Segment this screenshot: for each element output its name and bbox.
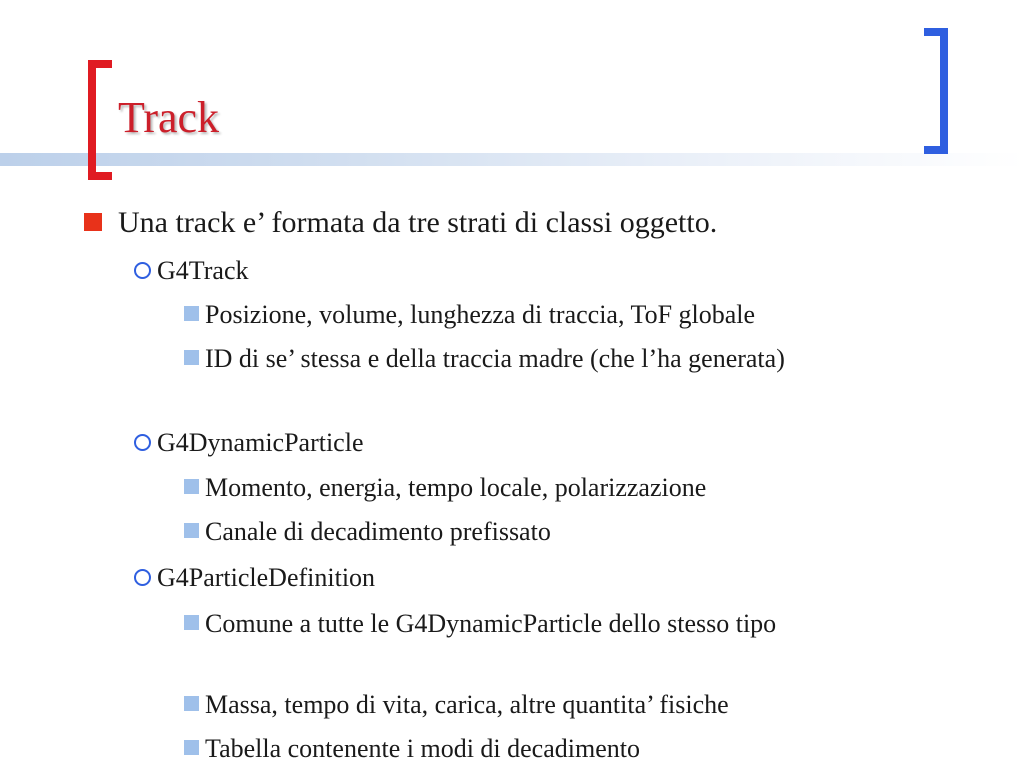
bullet-g4dynamic-item-text: Canale di decadimento prefissato bbox=[205, 517, 551, 546]
circle-bullet-icon bbox=[134, 262, 151, 279]
square-bullet-icon bbox=[184, 306, 199, 321]
bullet-g4definition-item bbox=[184, 607, 884, 641]
bullet-g4definition-item bbox=[184, 688, 904, 722]
slide-title: Track bbox=[118, 93, 220, 142]
square-bullet-icon bbox=[184, 350, 199, 365]
bullet-g4track-label: G4Track bbox=[157, 256, 249, 285]
square-bullet-icon bbox=[184, 479, 199, 494]
bullet-g4track-item-text: ID di se’ stessa e della traccia madre (che l’ha generata) bbox=[205, 344, 785, 373]
bullet-g4definition bbox=[134, 561, 375, 595]
square-bullet-icon bbox=[184, 523, 199, 538]
square-bullet-icon bbox=[184, 615, 199, 630]
bullet-g4track-item bbox=[184, 342, 824, 376]
square-bullet-icon bbox=[184, 740, 199, 755]
bullet-main bbox=[84, 206, 717, 240]
bullet-g4dynamic-item-text: Momento, energia, tempo locale, polarizzazione bbox=[205, 473, 707, 502]
square-bullet-icon bbox=[84, 213, 102, 231]
bullet-g4definition-label: G4ParticleDefinition bbox=[157, 563, 376, 592]
bullet-g4dynamic-item bbox=[184, 471, 904, 505]
bullet-g4track bbox=[134, 254, 248, 288]
bullet-g4track-item bbox=[184, 298, 904, 332]
bullet-g4track-item-text: Posizione, volume, lunghezza di traccia, ToF globale bbox=[205, 300, 756, 329]
bullet-g4definition-item bbox=[184, 732, 904, 766]
square-bullet-icon bbox=[184, 696, 199, 711]
bullet-g4definition-item-text: Comune a tutte le G4DynamicParticle dello stesso tipo bbox=[205, 609, 777, 638]
bullet-g4definition-item-text: Massa, tempo di vita, carica, altre quantita’ fisiche bbox=[205, 690, 729, 719]
bullet-main-text: Una track e’ formata da tre strati di classi oggetto. bbox=[118, 206, 718, 239]
circle-bullet-icon bbox=[134, 569, 151, 586]
circle-bullet-icon bbox=[134, 434, 151, 451]
bullet-g4dynamic-label: G4DynamicParticle bbox=[157, 428, 364, 457]
bullet-g4dynamic bbox=[134, 426, 364, 460]
bullet-g4definition-item-text: Tabella contenente i modi di decadimento bbox=[205, 734, 640, 763]
bullet-g4dynamic-item bbox=[184, 515, 904, 549]
